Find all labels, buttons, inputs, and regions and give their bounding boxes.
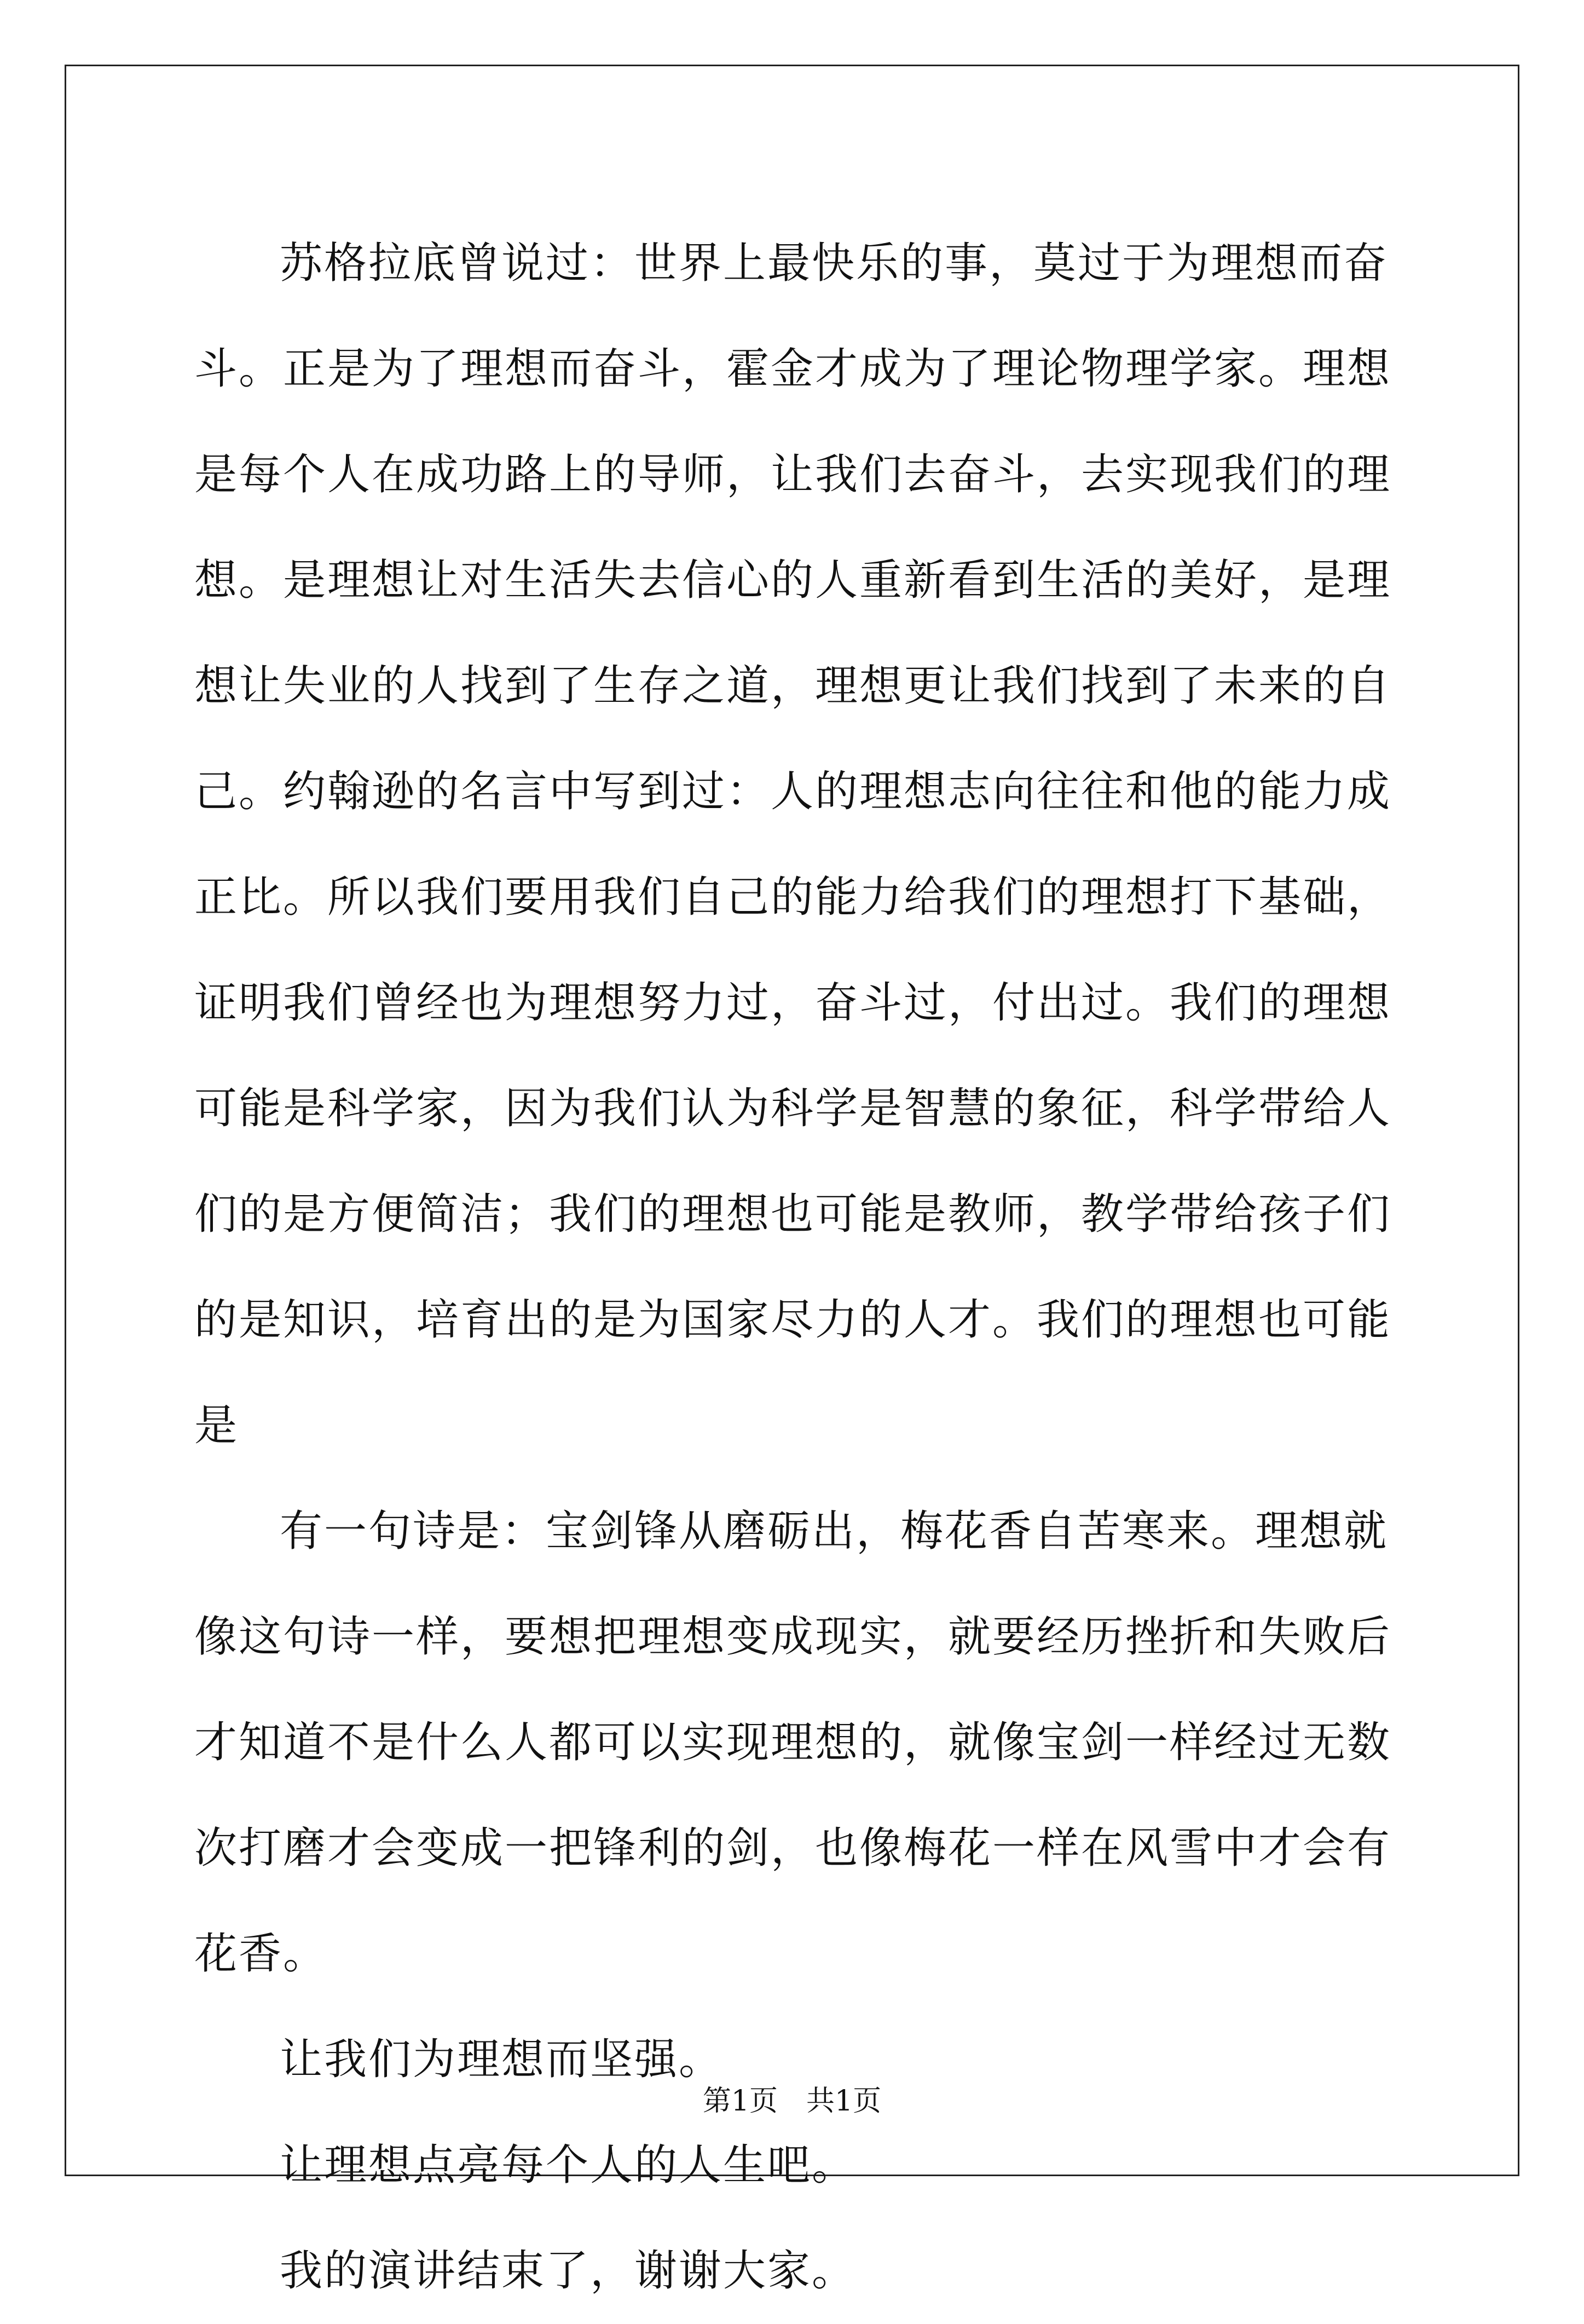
paragraph: 苏格拉底曾说过：世界上最快乐的事，莫过于为理想而奋斗。正是为了理想而奋斗，霍金才成为了理论物理学家。理想是每个人在成功路上的导师，让我们去奋斗，去实现我们的理想。是理想让对生活失去信心的人重新看到生活的美好，是理想让失业的人找到了生存之道，理想更让我们找到了未来的自己。约翰逊的名言中写到过：人的理想志向往往和他的能力成正比。所以我们要用我们自己的能力给我们的理想打下基础，证明我们曾经也为理想努力过，奋斗过，付出过。我们的理想可能是科学家，因为我们认为科学是智慧的象征，科学带给人们的是方便简洁；我们的理想也可能是教师，教学带给孩子们的是知识，培育出的是为国家尽力的人才。我们的理想也可能是 <box>194 239 1392 1450</box>
paragraph: 让我们为理想而坚强。 <box>280 2035 724 2084</box>
paragraph: 我的演讲结束了，谢谢大家。 <box>280 2246 857 2296</box>
document-body <box>194 211 1393 2324</box>
paragraph: 有一句诗是：宝剑锋从磨砺出，梅花香自苦寒来。理想就像这句诗一样，要想把理想变成现实，就要经历挫折和失败后才知道不是什么人都可以实现理想的，就像宝剑一样经过无数次打磨才会变成一把锋利的剑，也像梅花一样在风雪中才会有花香。 <box>194 1507 1392 1979</box>
page-footer: 第1页 共1页 <box>702 2085 882 2118</box>
paragraph: 让理想点亮每个人的人生吧。 <box>280 2141 857 2190</box>
